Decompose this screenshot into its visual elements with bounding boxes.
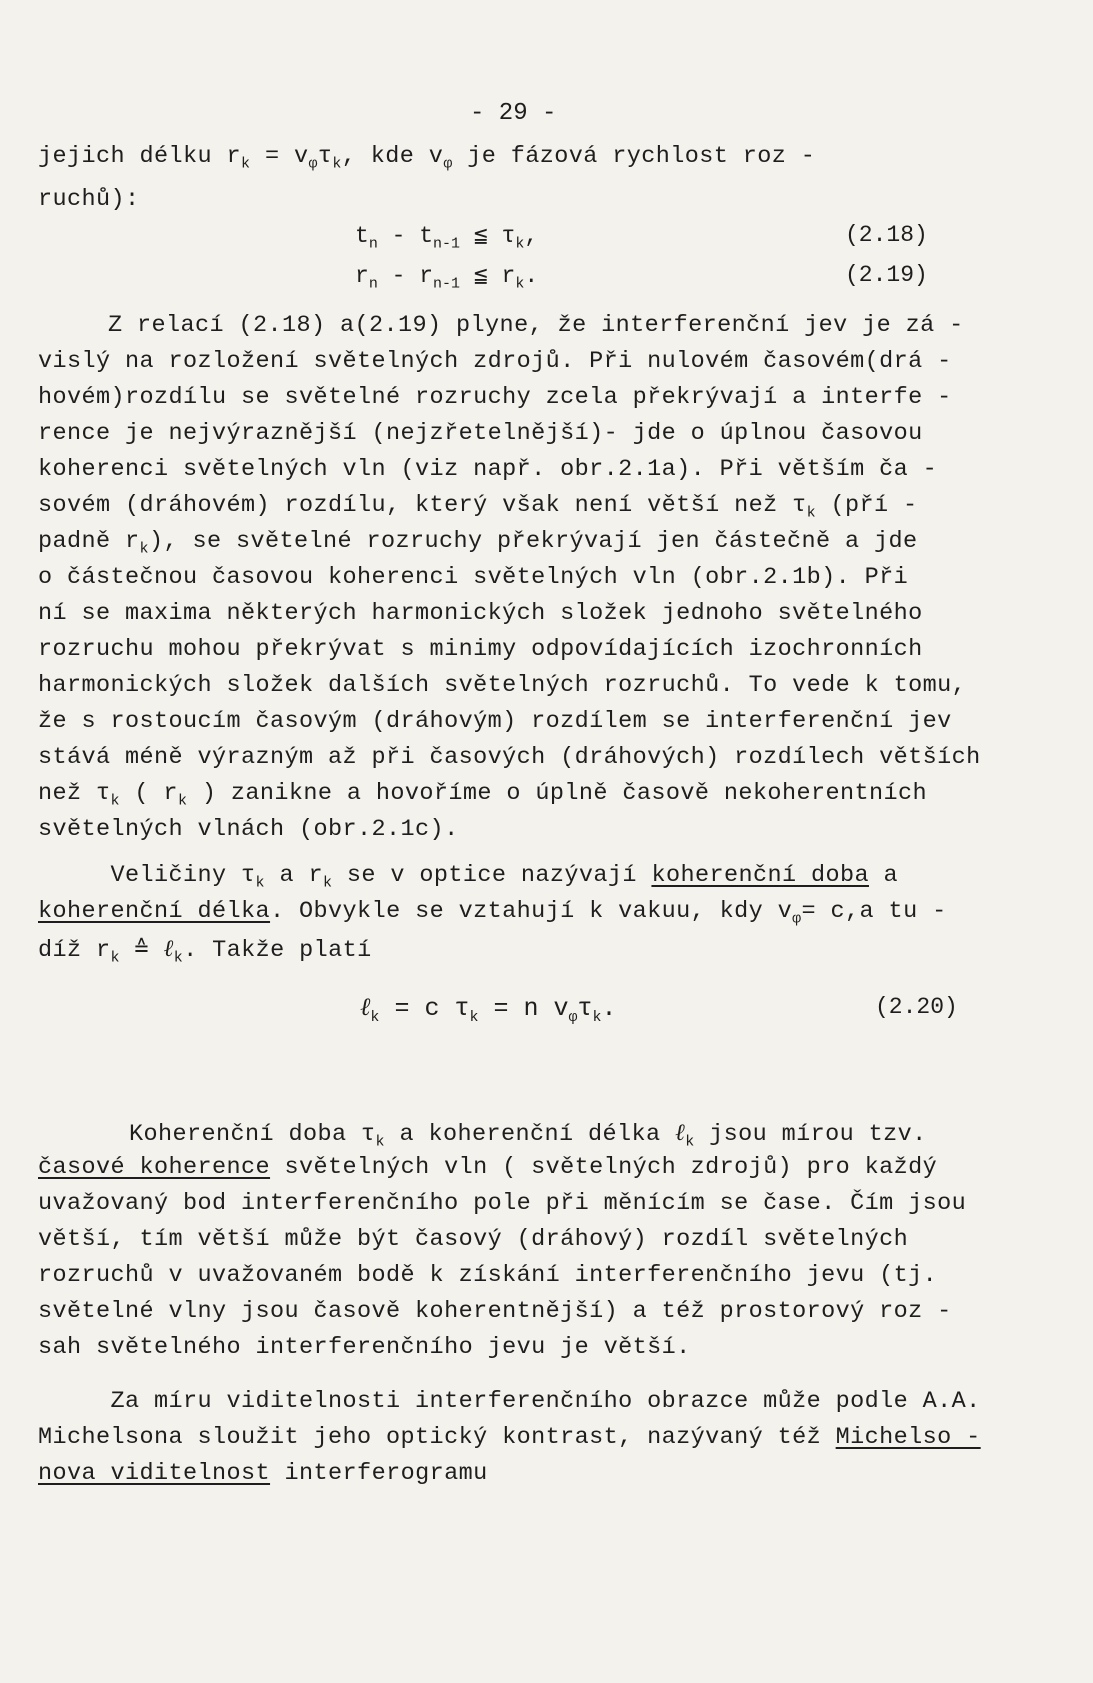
underlined-term: nova viditelnost <box>38 1460 271 1487</box>
subscript: n <box>368 235 378 253</box>
text-run: . Obvykle se vztahují k vakuu, kdy v <box>270 898 793 925</box>
text-run: τ <box>577 994 593 1023</box>
text-line <box>38 1190 1038 1217</box>
text-line <box>38 1388 1038 1415</box>
subscript: k <box>332 155 342 173</box>
text-line <box>38 1154 1038 1181</box>
text-run: τ <box>317 143 333 170</box>
text-run: ní se maxima některých harmonických složek jednoho světelného <box>38 600 923 627</box>
text-line <box>38 744 1038 771</box>
text-line <box>38 1262 1038 1289</box>
underlined-term: koherenční doba <box>651 862 869 889</box>
subscript: k <box>139 540 149 558</box>
text-run: r <box>355 263 369 289</box>
text-line <box>38 672 1038 699</box>
text-run: Za míru viditelnosti interferenčního obrazce může podle A.A. <box>38 1388 981 1415</box>
subscript: φ <box>792 910 802 928</box>
text-run: než τ <box>38 780 111 807</box>
text-line <box>38 564 1038 591</box>
underlined-term: koherenční délka <box>38 898 271 925</box>
text-run: . <box>601 994 617 1023</box>
text-line <box>38 1424 1038 1451</box>
text-run: rence je nejvýraznější (nejzřetelnější)- jde o úplnou časovou <box>38 420 923 447</box>
subscript: k <box>370 1009 380 1026</box>
text-run: rozruchů v uvažovaném bodě k získání interferenčního jevu (tj. <box>38 1262 938 1289</box>
subscript: k <box>241 155 251 173</box>
text-run: a <box>868 862 898 889</box>
subscript: k <box>806 504 817 522</box>
underlined-term: časové koherence <box>38 1154 271 1181</box>
text-run: (pří - <box>816 492 918 519</box>
text-run: = c τ <box>379 994 470 1023</box>
equation <box>360 992 617 1026</box>
text-line <box>38 862 1038 892</box>
equation <box>355 262 538 293</box>
text-run: rozruchu mohou překrývat s minimy odpovídajících izochronních <box>38 636 923 663</box>
text-run: koherenci světelných vln (viz např. obr.2.1a). Při větším ča - <box>38 456 938 483</box>
equation <box>355 222 538 253</box>
subscript: n-1 <box>433 275 461 293</box>
text-run: větší, tím větší může být časový (dráhový) rozdíl světelných <box>38 1226 909 1253</box>
text-run: Z relací (2.18) a(2.19) plyne, že interferenční jev je zá - <box>108 312 964 339</box>
text-line <box>38 636 1038 663</box>
text-run: díž r <box>38 937 111 964</box>
text-run: padně r <box>38 528 140 555</box>
text-run: ≙ <box>119 937 164 964</box>
equation-number: (2.19) <box>845 262 928 288</box>
text-run: jejich délku r <box>38 143 242 170</box>
text-line <box>38 934 1038 967</box>
script-symbol: ℓ <box>360 992 371 1021</box>
text-line <box>38 816 1038 843</box>
subscript: n <box>368 275 378 293</box>
equation-number: (2.18) <box>845 222 928 248</box>
text-line <box>38 456 1038 483</box>
subscript: k <box>375 1133 385 1151</box>
text-run: . Takže platí <box>183 937 372 964</box>
text-run: světelných vlnách (obr.2.1c). <box>38 816 459 843</box>
text-run: - r <box>377 263 434 289</box>
equation-number: (2.20) <box>875 994 958 1020</box>
text-run: světelné vlny jsou časově koherentnější) a též prostorový roz - <box>38 1298 952 1325</box>
subscript: k <box>515 235 525 253</box>
text-line <box>38 492 1038 522</box>
text-run: světelných vln ( světelných zdrojů) pro každý <box>270 1154 938 1181</box>
text-run: Koherenční doba τ <box>100 1121 376 1148</box>
subscript: φ <box>308 155 318 173</box>
text-run: , kde v <box>341 143 444 170</box>
subscript: k <box>322 874 333 892</box>
text-run: . <box>524 263 539 289</box>
script-symbol: ℓ <box>163 934 174 962</box>
subscript: k <box>469 1009 479 1026</box>
page-number: - 29 - <box>470 100 557 127</box>
text-run: o částečnou časovou koherenci světelných vln (obr.2.1b). Při <box>38 564 909 591</box>
subscript: φ <box>568 1009 578 1026</box>
text-line <box>38 708 1038 735</box>
text-run: hovém)rozdílu se světelné rozruchy zcela překrývají a interfe - <box>38 384 952 411</box>
text-run: se v optice nazývají <box>332 862 652 889</box>
text-run: stává méně výrazným až při časových (dráhových) rozdílech větších <box>38 744 981 771</box>
text-line <box>38 1226 1038 1253</box>
text-line <box>38 780 1038 810</box>
text-run: ) zanikne a hovoříme o úplně časově nekoherentních <box>187 780 927 807</box>
underlined-term: Michelso - <box>835 1424 981 1451</box>
text-line <box>38 186 1038 213</box>
text-line <box>38 528 1038 558</box>
text-run: ≦ τ <box>460 223 516 249</box>
subscript: n-1 <box>433 235 461 253</box>
subscript: k <box>173 949 184 967</box>
text-run: ( r <box>119 780 178 807</box>
subscript: k <box>255 874 265 892</box>
subscript: φ <box>443 155 453 173</box>
text-run: sovém (dráhovém) rozdílu, který však není větší než τ <box>38 492 807 519</box>
subscript: k <box>515 275 525 293</box>
text-line <box>38 348 1038 375</box>
text-run: a r <box>264 862 323 889</box>
text-run: = c,a tu - <box>801 898 947 925</box>
text-run: , <box>524 223 539 249</box>
text-run: t <box>355 223 369 249</box>
text-line <box>38 1334 1038 1361</box>
script-symbol: ℓ <box>675 1118 686 1146</box>
text-line <box>38 898 1038 928</box>
subscript: k <box>685 1133 695 1151</box>
text-run: harmonických složek dalších světelných rozruchů. To vede k tomu, <box>38 672 967 699</box>
subscript: k <box>110 949 120 967</box>
text-run: Michelsona sloužit jeho optický kontrast, nazývaný též <box>38 1424 836 1451</box>
text-run: ≦ r <box>460 263 516 289</box>
text-run: interferogramu <box>270 1460 488 1487</box>
text-run: ), se světelné rozruchy překrývají jen částečně a jde <box>148 528 918 555</box>
subscript: k <box>110 792 120 810</box>
text-line <box>38 1460 1038 1487</box>
text-run: jsou mírou tzv. <box>694 1121 927 1148</box>
text-run: a koherenční délka <box>384 1121 675 1148</box>
text-run: - t <box>377 223 434 249</box>
text-run: sah světelného interferenčního jevu je větší. <box>38 1334 691 1361</box>
text-line <box>38 1298 1038 1325</box>
text-run: že s rostoucím časovým (dráhovým) rozdílem se interferenční jev <box>38 708 952 735</box>
text-line <box>108 312 1038 339</box>
subscript: k <box>592 1009 602 1026</box>
text-run: Veličiny τ <box>38 862 256 889</box>
text-line <box>38 420 1038 447</box>
text-line <box>38 143 1038 173</box>
text-run: = v <box>250 143 309 170</box>
subscript: k <box>177 792 188 810</box>
text-run: = n v <box>478 994 569 1023</box>
text-run: uvažovaný bod interferenčního pole při měnícím se čase. Čím jsou <box>38 1190 967 1217</box>
text-run: je fázová rychlost roz - <box>452 143 816 170</box>
text-line <box>38 384 1038 411</box>
text-run: vislý na rozložení světelných zdrojů. Při nulovém časovém(drá - <box>38 348 952 375</box>
text-line <box>38 600 1038 627</box>
text-line <box>100 1118 1040 1151</box>
text-run: ruchů): <box>38 186 140 213</box>
